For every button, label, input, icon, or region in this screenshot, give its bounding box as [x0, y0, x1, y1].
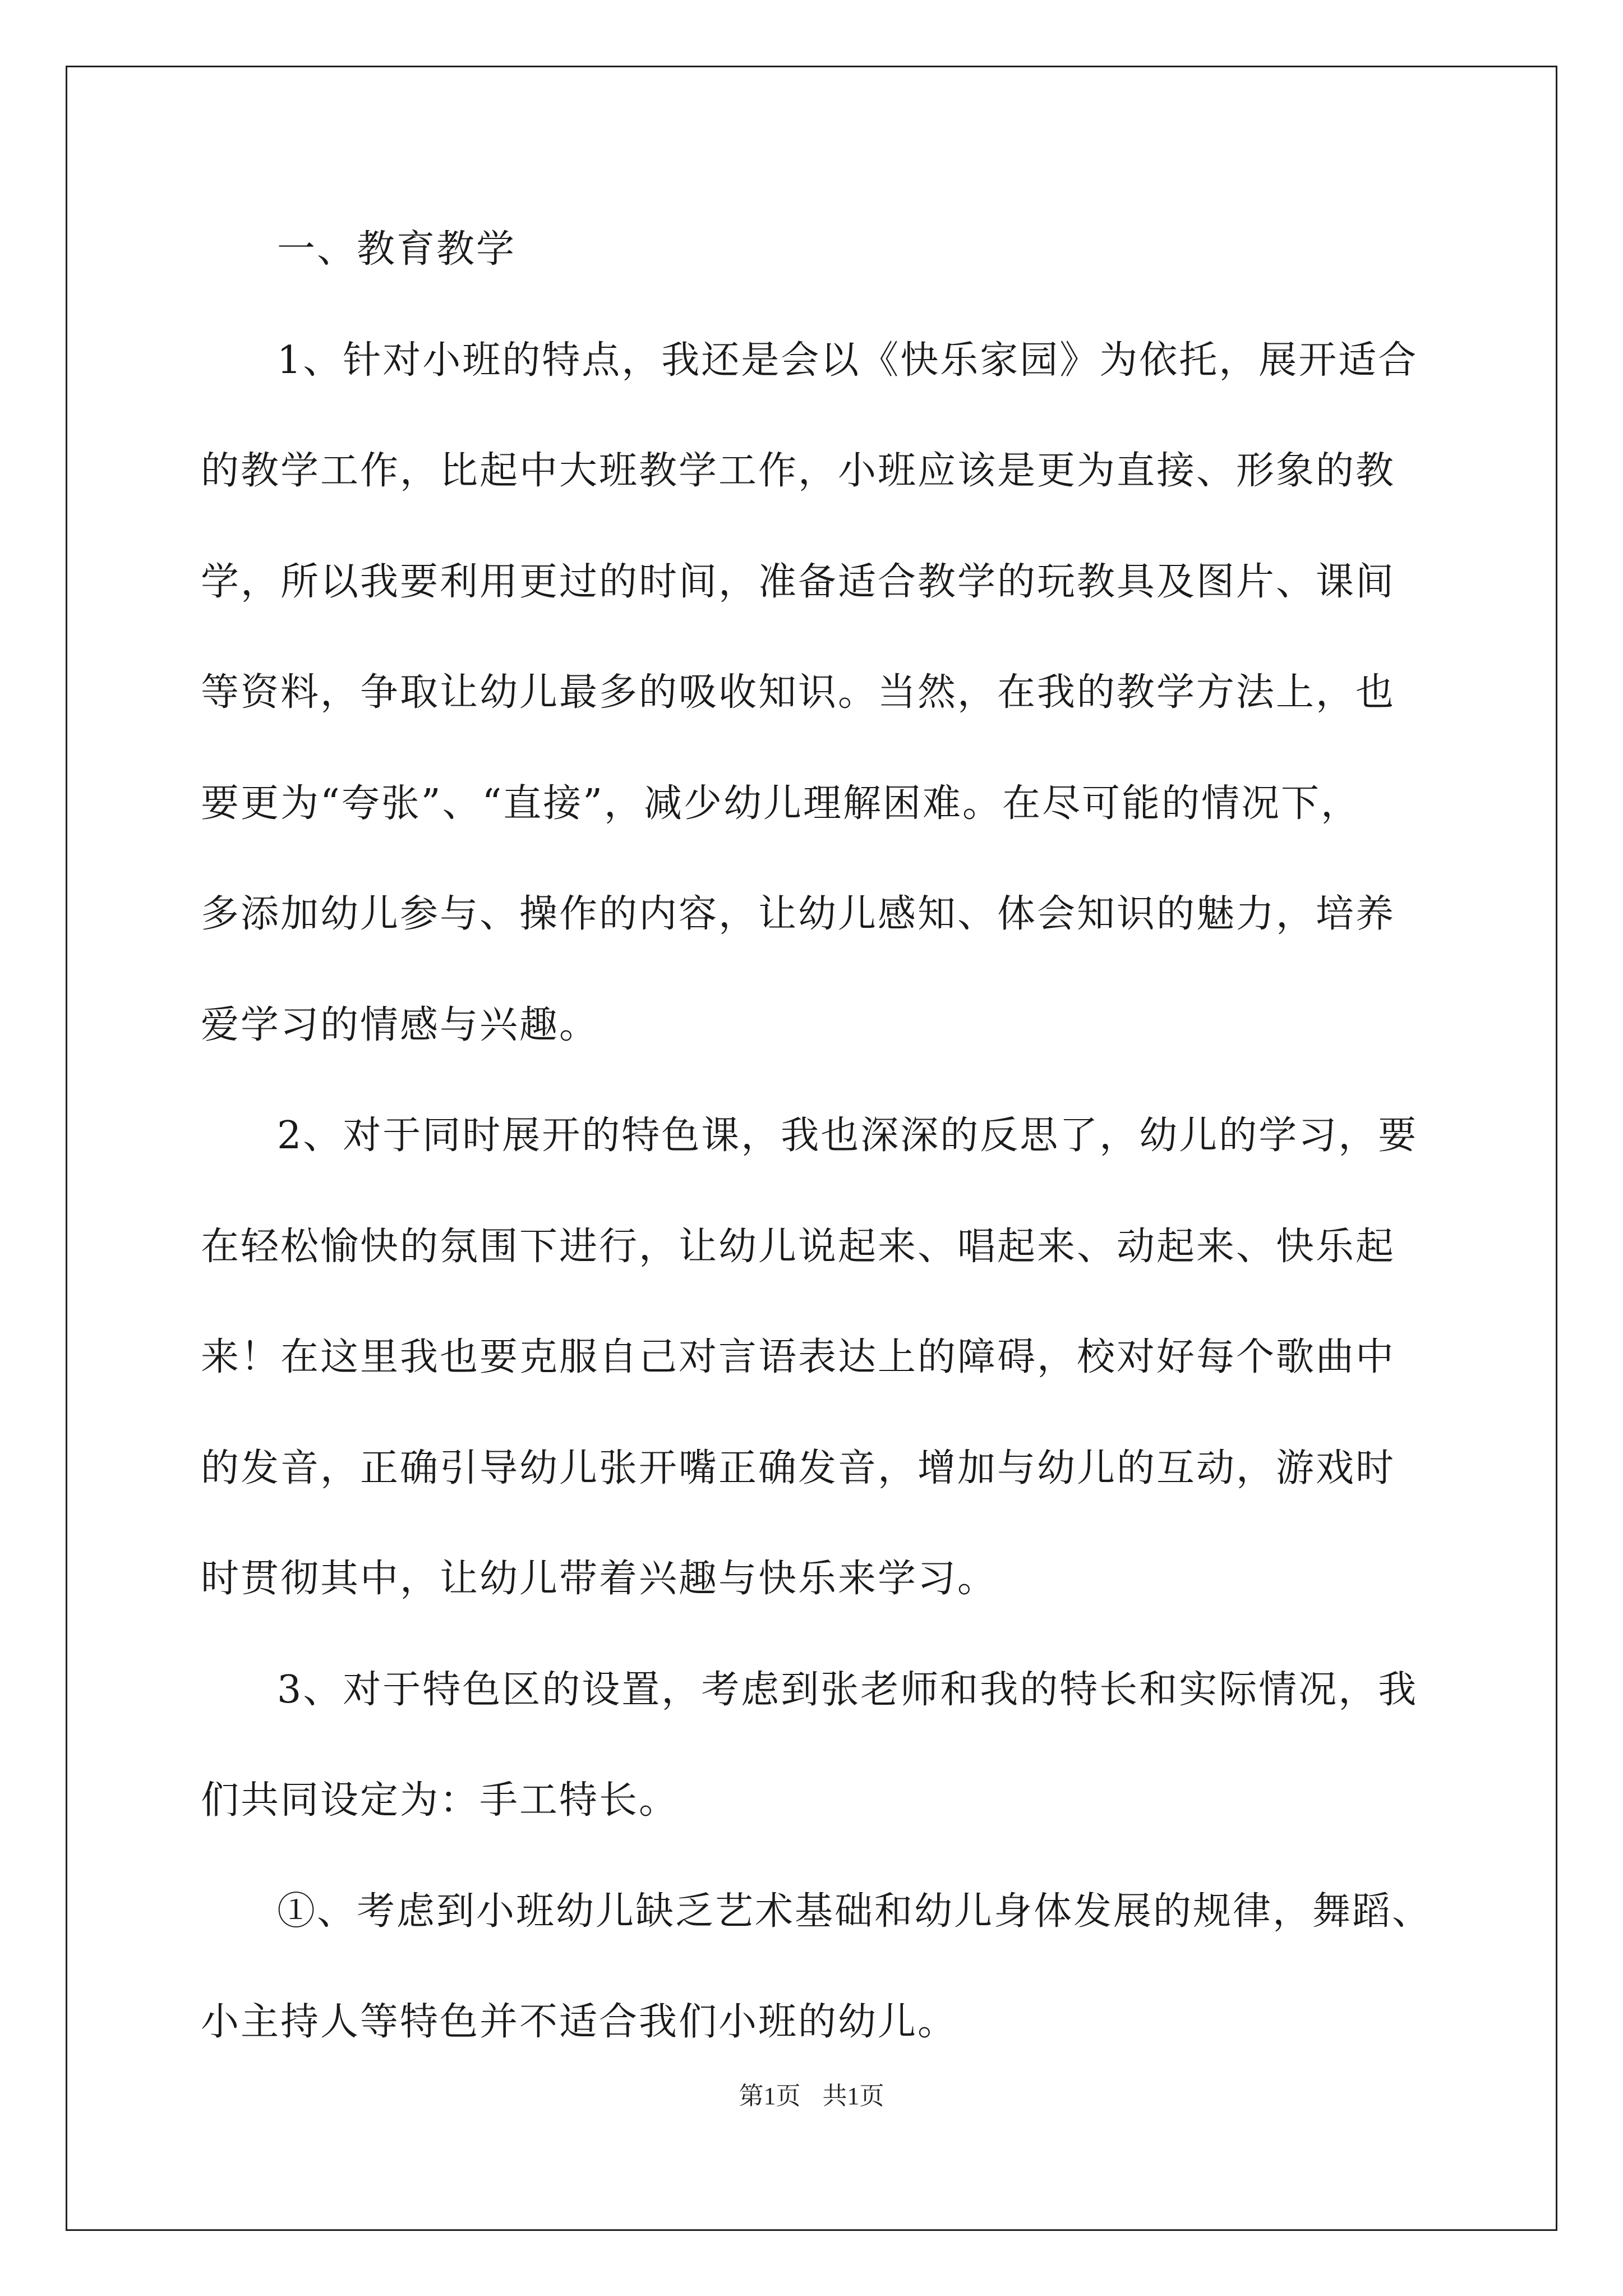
text-line: 的教学工作，比起中大班教学工作，小班应该是更为直接、形象的教 — [201, 449, 1396, 493]
text-line: 2、对于同时展开的特色课，我也深深的反思了，幼儿的学习，要 — [277, 1114, 1418, 1158]
text-line: 学，所以我要利用更过的时间，准备适合教学的玩教具及图片、课间 — [201, 560, 1396, 604]
text-line: 的发音，正确引导幼儿张开嘴正确发音，增加与幼儿的互动，游戏时 — [201, 1446, 1396, 1490]
text-line: 要更为“夸张”、“直接”，减少幼儿理解困难。在尽可能的情况下， — [201, 781, 1361, 826]
text-line: 时贯彻其中，让幼儿带着兴趣与快乐来学习。 — [201, 1557, 998, 1601]
text-line: 等资料，争取让幼儿最多的吸收知识。当然，在我的教学方法上，也 — [201, 670, 1396, 715]
text-line: ①、考虑到小班幼儿缺乏艺术基础和幼儿身体发展的规律，舞蹈、 — [277, 1889, 1432, 1934]
text-line: 爱学习的情感与兴趣。 — [201, 1003, 600, 1047]
page-number: 第1页 — [739, 2082, 801, 2110]
text-line: 们共同设定为：手工特长。 — [201, 1778, 679, 1823]
text-line: 1、针对小班的特点，我还是会以《快乐家园》为依托，展开适合 — [277, 338, 1418, 383]
page-footer — [0, 2076, 1623, 2111]
text-line: 3、对于特色区的设置，考虑到张老师和我的特长和实际情况，我 — [277, 1668, 1418, 1712]
text-line: 在轻松愉快的氛围下进行，让幼儿说起来、唱起来、动起来、快乐起 — [201, 1225, 1396, 1269]
text-line: 多添加幼儿参与、操作的内容，让幼儿感知、体会知识的魅力，培养 — [201, 892, 1396, 936]
text-line: 小主持人等特色并不适合我们小班的幼儿。 — [201, 2000, 958, 2044]
page-total: 共1页 — [822, 2082, 884, 2110]
section-heading: 一、教育教学 — [277, 227, 517, 272]
text-line: 来！在这里我也要克服自己对言语表达上的障碍，校对好每个歌曲中 — [201, 1335, 1396, 1379]
